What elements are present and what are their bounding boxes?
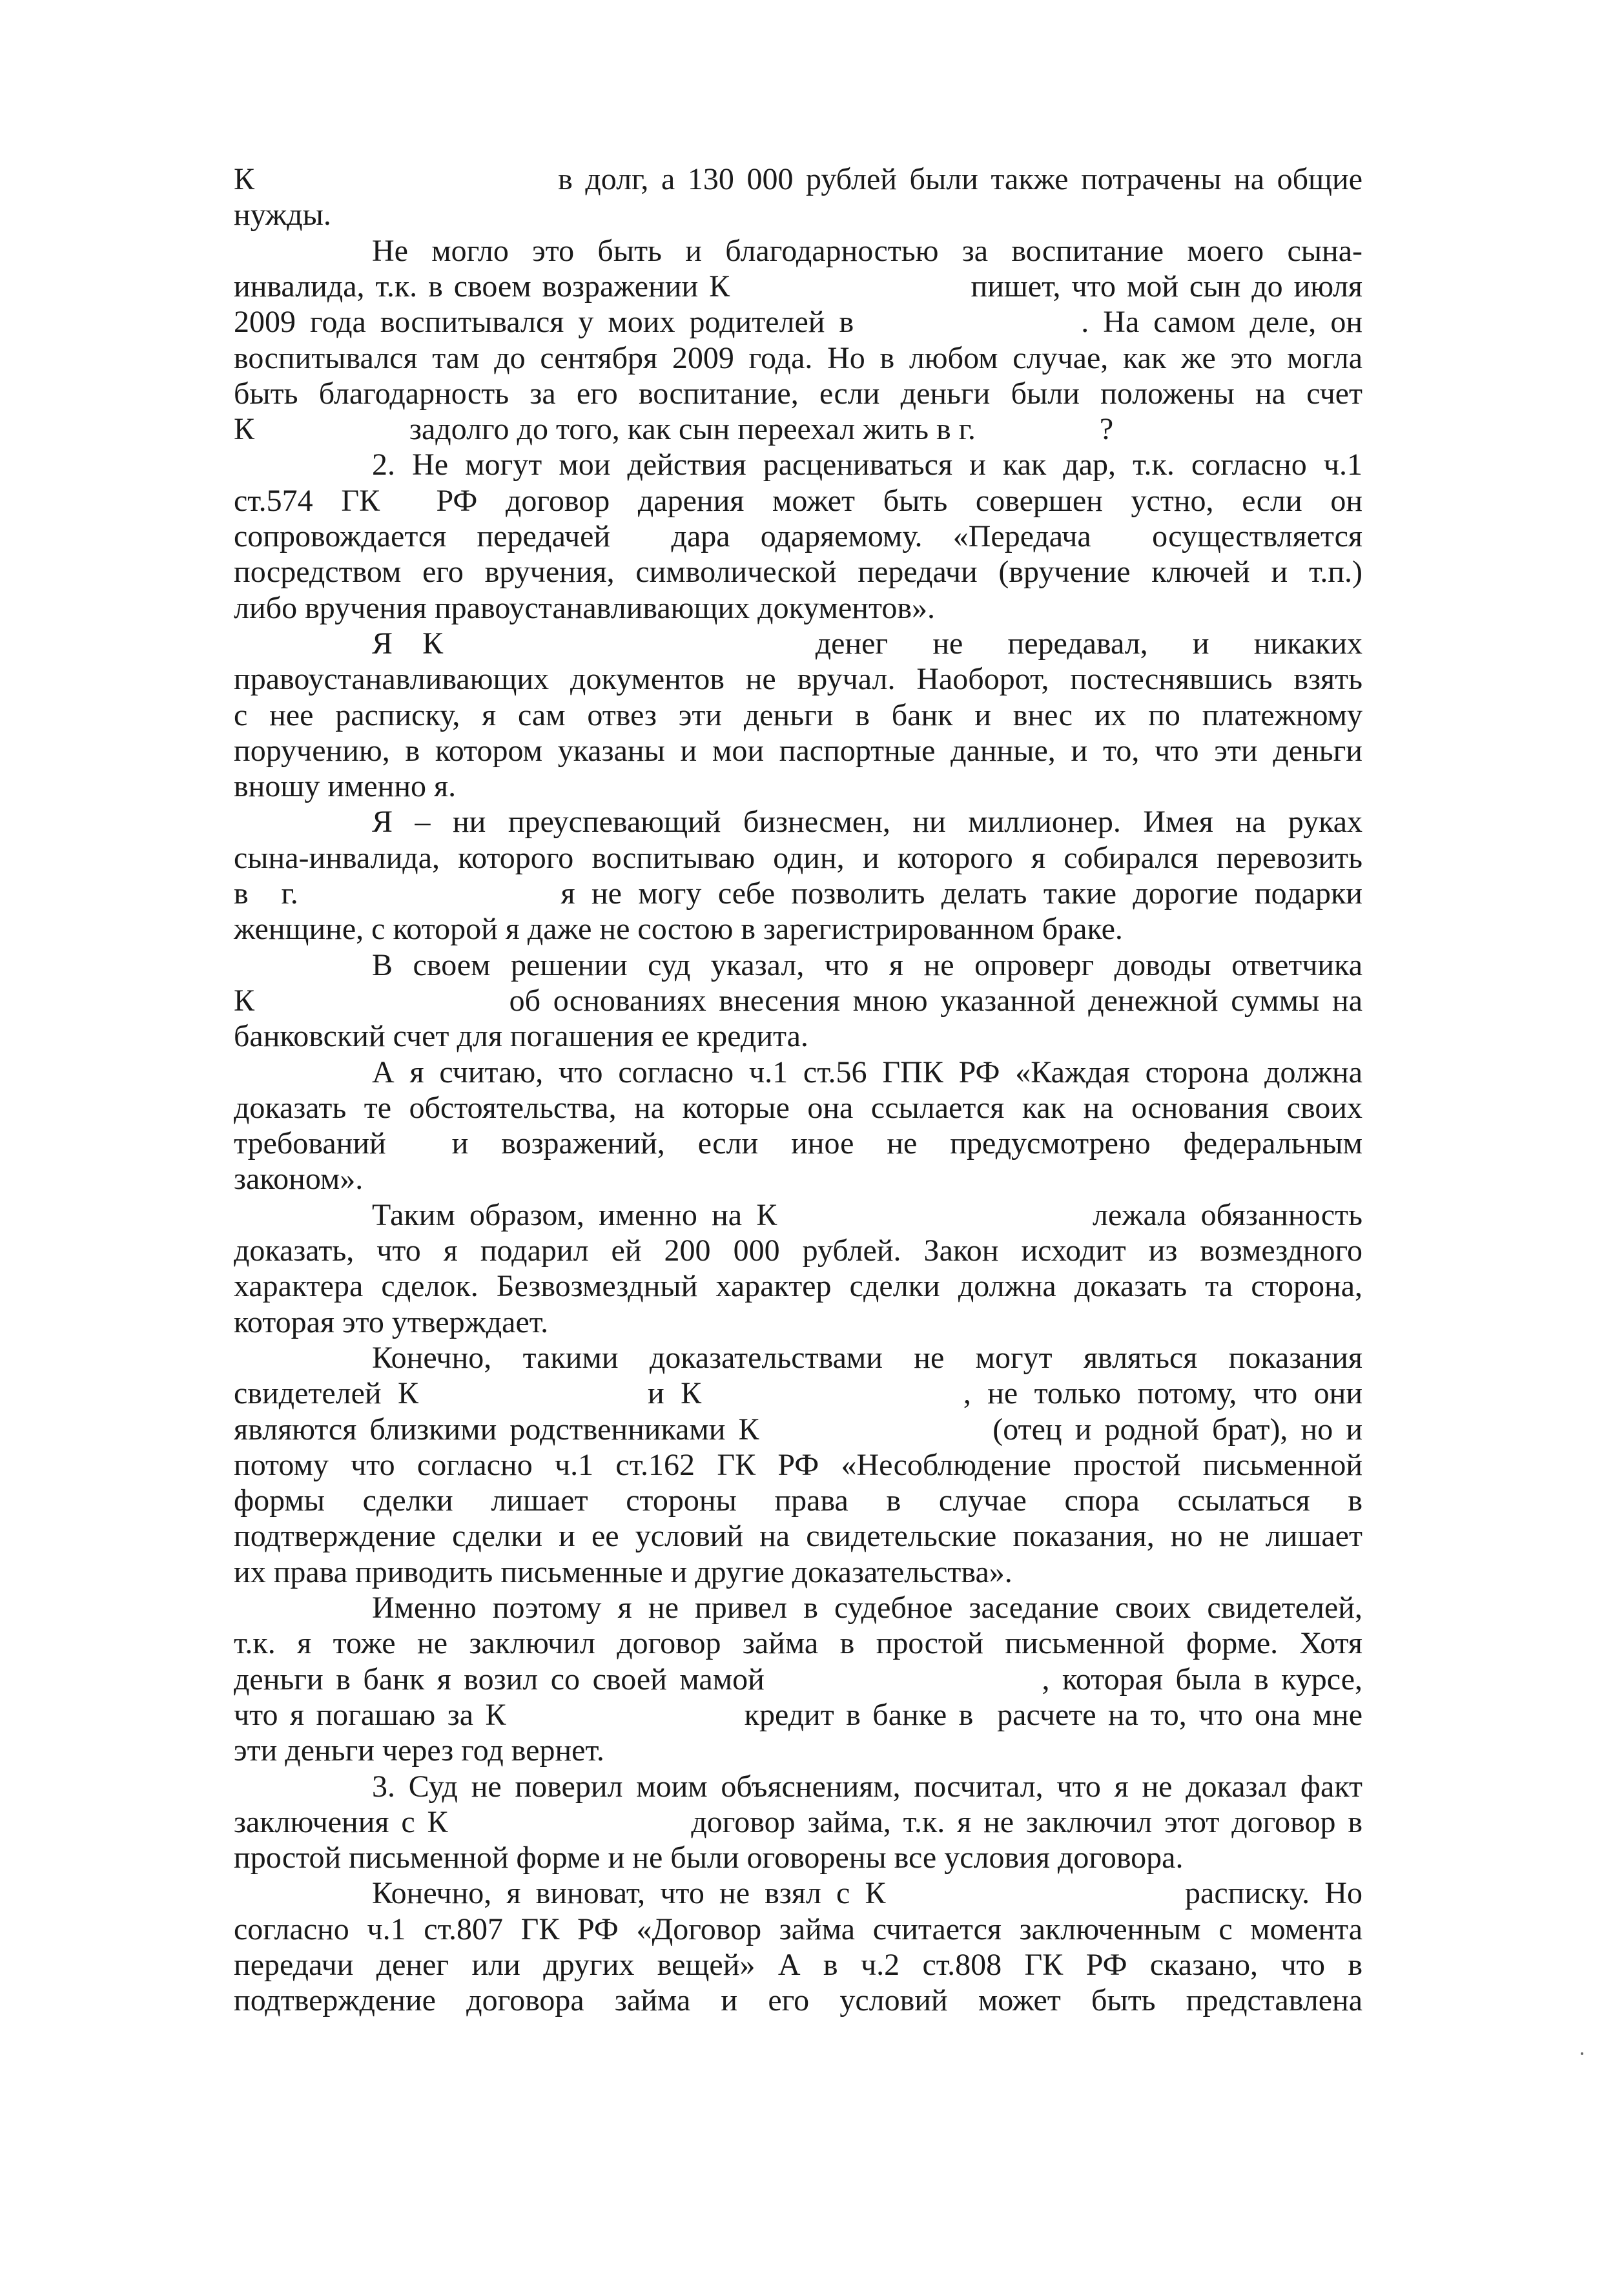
text-line: законом». <box>234 1162 364 1196</box>
text-line: Я – ни преуспевающий бизнесмен, ни миллионер. Имея на руках <box>372 805 1362 839</box>
text-line: простой письменной форме и не были оговорены все условия договора. <box>234 1841 1184 1875</box>
text-line: доказать те обстоятельства, на которые она ссылается как на основания своих <box>234 1091 1362 1125</box>
text-line: свидетелей К и К , не только потому, что они <box>234 1376 1362 1410</box>
text-line: К в долг, а 130 000 рублей были также потрачены на общие <box>234 162 1362 196</box>
text-line: 3. Суд не поверил моим объяснениям, посчитал, что я не доказал факт <box>372 1769 1362 1804</box>
text-line: их права приводить письменные и другие доказательства». <box>234 1555 1012 1589</box>
text-line: ст.574 ГК РФ договор дарения может быть совершен устно, если он <box>234 484 1362 518</box>
text-line: формы сделки лишает стороны права в случае спора ссылаться в <box>234 1483 1362 1518</box>
text-line: требований и возражений, если иное не предусмотрено федеральным <box>234 1126 1362 1160</box>
text-line: К задолго до того, как сын переехал жить в г. ? <box>234 412 1114 446</box>
text-line: женщине, с которой я даже не состою в зарегистрированном браке. <box>234 912 1123 946</box>
text-line: эти деньги через год вернет. <box>234 1733 604 1768</box>
text-line: в г. я не могу себе позволить делать такие дорогие подарки <box>234 876 1362 911</box>
text-line: Таким образом, именно на К лежала обязанность <box>372 1198 1362 1232</box>
text-line: вношу именно я. <box>234 769 457 803</box>
text-line: потому что согласно ч.1 ст.162 ГК РФ «Несоблюдение простой письменной <box>234 1448 1362 1482</box>
text-line: инвалида, т.к. в своем возражении К пишет, что мой сын до июля <box>234 269 1362 304</box>
text-line: являются близкими родственниками К (отец и родной брат), но и <box>234 1412 1362 1447</box>
text-line: В своем решении суд указал, что я не опроверг доводы ответчика <box>372 948 1362 982</box>
text-line: Конечно, я виноват, что не взял с К расписку. Но <box>372 1876 1362 1910</box>
text-line: Конечно, такими доказательствами не могут являться показания <box>372 1341 1362 1375</box>
text-line: быть благодарность за его воспитание, если деньги были положены на счет <box>234 376 1362 411</box>
text-line: заключения с К договор займа, т.к. я не заключил этот договор в <box>234 1805 1362 1839</box>
text-line: 2. Не могут мои действия расцениваться и как дар, т.к. согласно ч.1 <box>372 448 1362 482</box>
text-line: 2009 года воспитывался у моих родителей в . На самом деле, он <box>234 305 1362 339</box>
text-line: либо вручения правоустанавливающих документов». <box>234 591 935 625</box>
text-line: К об основаниях внесения мною указанной денежной суммы на <box>234 984 1362 1018</box>
text-line: что я погашаю за К кредит в банке в расчете на то, что она мне <box>234 1698 1362 1732</box>
scan-speck <box>1581 2052 1583 2055</box>
text-line: Не могло это быть и благодарностью за воспитание моего сына- <box>372 234 1362 268</box>
text-line: поручению, в котором указаны и мои паспортные данные, и то, что эти деньги <box>234 734 1362 768</box>
text-line: воспитывался там до сентября 2009 года. Но в любом случае, как же это могла <box>234 341 1362 375</box>
text-line: Я К денег не передавал, и никаких <box>372 626 1362 661</box>
text-line: Именно поэтому я не привел в судебное заседание своих свидетелей, <box>372 1591 1362 1625</box>
text-line: сопровождается передачей дара одаряемому. «Передача осуществляется <box>234 519 1362 553</box>
text-line: деньги в банк я возил со своей мамой , которая была в курсе, <box>234 1662 1362 1696</box>
text-line: характера сделок. Безвозмездный характер сделки должна доказать та сторона, <box>234 1269 1362 1303</box>
text-line: подтверждение договора займа и его условий может быть представлена <box>234 1983 1362 2017</box>
text-line: согласно ч.1 ст.807 ГК РФ «Договор займа считается заключенным с момента <box>234 1912 1362 1946</box>
text-line: которая это утверждает. <box>234 1305 549 1339</box>
text-line: сына-инвалида, которого воспитываю один, и которого я собирался перевозить <box>234 841 1362 875</box>
text-line: нужды. <box>234 198 331 232</box>
text-line: правоустанавливающих документов не вручал. Наоборот, постеснявшись взять <box>234 662 1362 696</box>
text-line: с нее расписку, я сам отвез эти деньги в банк и внес их по платежному <box>234 698 1362 732</box>
text-line: А я считаю, что согласно ч.1 ст.56 ГПК РФ «Каждая сторона должна <box>372 1055 1362 1089</box>
text-line: передачи денег или других вещей» А в ч.2 ст.808 ГК РФ сказано, что в <box>234 1948 1362 1982</box>
text-line: посредством его вручения, символической передачи (вручение ключей и т.п.) <box>234 555 1362 589</box>
text-line: банковский счет для погашения ее кредита. <box>234 1019 808 1053</box>
text-line: доказать, что я подарил ей 200 000 рублей. Закон исходит из возмездного <box>234 1233 1362 1268</box>
text-line: подтверждение сделки и ее условий на свидетельские показания, но не лишает <box>234 1519 1362 1553</box>
text-line: т.к. я тоже не заключил договор займа в простой письменной форме. Хотя <box>234 1626 1362 1660</box>
